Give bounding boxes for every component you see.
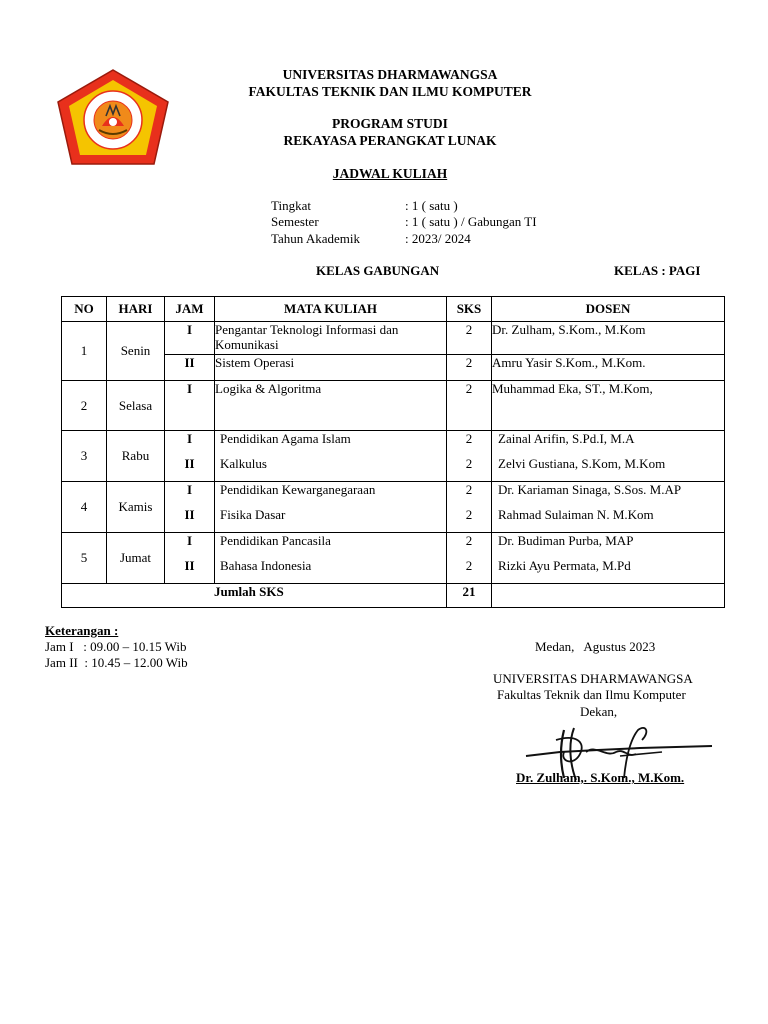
- cell-dosen: [492, 482, 725, 533]
- cell-sks: [447, 533, 492, 584]
- jam-line: I: [186, 533, 193, 548]
- cell-mata-kuliah: [215, 533, 447, 584]
- cell-mata-kuliah: Pengantar Teknologi Informasi dan Komunikasi: [215, 322, 447, 355]
- program-label: PROGRAM STUDI: [332, 116, 448, 131]
- mata-kuliah-line: Pendidikan Agama Islam: [220, 431, 351, 446]
- document-title-text: JADWAL KULIAH: [332, 166, 448, 181]
- mata-kuliah-line: Fisika Dasar: [220, 507, 286, 522]
- sks-line: 2: [465, 558, 473, 573]
- mata-kuliah-line: Bahasa Indonesia: [220, 558, 312, 573]
- cell-no: 4: [62, 482, 107, 533]
- keterangan-jam-2: Jam II : 10.45 – 12.00 Wib: [45, 655, 188, 670]
- dean-name: Dr. Zulham,. S.Kom., M.Kom.: [516, 770, 685, 785]
- sks-line: 2: [465, 533, 473, 548]
- dosen-line: Rahmad Sulaiman N. M.Kom: [498, 507, 654, 522]
- cell-hari: Rabu: [107, 431, 165, 482]
- keterangan-title: Keterangan :: [45, 623, 119, 638]
- program-name: REKAYASA PERANGKAT LUNAK: [283, 133, 497, 148]
- cell-mata-kuliah: Logika & Algoritma: [215, 381, 447, 431]
- cell-sks: 2: [447, 355, 492, 381]
- jam-line: I: [186, 431, 193, 446]
- cell-jam: I: [165, 381, 215, 431]
- cell-jam: [165, 431, 215, 482]
- table-header-row: [62, 297, 725, 322]
- header-dosen: DOSEN: [492, 297, 725, 322]
- dosen-line: Zelvi Gustiana, S.Kom, M.Kom: [498, 456, 666, 471]
- cell-sks: [447, 431, 492, 482]
- dosen-line: Zainal Arifin, S.Pd.I, M.A: [498, 431, 635, 446]
- dosen-line: Dr. Budiman Purba, MAP: [498, 533, 634, 548]
- cell-no: 5: [62, 533, 107, 584]
- header-no: NO: [62, 297, 107, 322]
- signature-faculty: Fakultas Teknik dan Ilmu Komputer: [497, 687, 686, 702]
- table-row: [62, 482, 725, 533]
- table-row: [62, 431, 725, 482]
- info-value-tahun-akademik: : 2023/ 2024: [405, 231, 471, 246]
- jam-line: II: [184, 558, 195, 573]
- header-jam: JAM: [165, 297, 215, 322]
- table-row: [62, 381, 725, 431]
- sks-line: 2: [465, 507, 473, 522]
- header-mata-kuliah: MATA KULIAH: [215, 297, 447, 322]
- cell-no: 2: [62, 381, 107, 431]
- info-label-semester: Semester: [271, 214, 319, 229]
- dosen-line: Dr. Kariaman Sinaga, S.Sos. M.AP: [498, 482, 682, 497]
- cell-hari: Selasa: [107, 381, 165, 431]
- jam-line: II: [184, 507, 195, 522]
- info-value-semester: : 1 ( satu ) / Gabungan TI: [405, 214, 537, 229]
- cell-mata-kuliah: Sistem Operasi: [215, 355, 447, 381]
- class-type: KELAS GABUNGAN: [316, 263, 440, 278]
- cell-hari: Kamis: [107, 482, 165, 533]
- schedule-table: [61, 296, 725, 608]
- info-label-tahun-akademik: Tahun Akademik: [271, 231, 360, 246]
- keterangan-jam-1: Jam I : 09.00 – 10.15 Wib: [45, 639, 187, 654]
- jam-line: I: [186, 482, 193, 497]
- cell-sks: [447, 482, 492, 533]
- total-row: [62, 584, 725, 608]
- table-row: [62, 533, 725, 584]
- place-date: Medan, Agustus 2023: [535, 639, 656, 654]
- cell-dosen: Muhammad Eka, ST., M.Kom,: [492, 381, 725, 431]
- cell-dosen: [492, 533, 725, 584]
- cell-jam: [165, 533, 215, 584]
- jam-line: II: [184, 456, 195, 471]
- cell-sks: 2: [447, 381, 492, 431]
- total-empty-cell: [492, 584, 725, 608]
- cell-jam: II: [165, 355, 215, 381]
- document-title: [0, 166, 768, 182]
- cell-mata-kuliah: [215, 431, 447, 482]
- sks-line: 2: [465, 456, 473, 471]
- cell-hari: Jumat: [107, 533, 165, 584]
- cell-sks: 2: [447, 322, 492, 355]
- university-name: UNIVERSITAS DHARMAWANGSA: [282, 67, 498, 82]
- cell-jam: I: [165, 322, 215, 355]
- total-label: Jumlah SKS: [62, 584, 447, 608]
- cell-dosen: [492, 431, 725, 482]
- mata-kuliah-line: Pendidikan Kewarganegaraan: [220, 482, 376, 497]
- signature-position: Dekan,: [580, 704, 618, 719]
- sks-line: 2: [465, 482, 473, 497]
- dosen-line: Rizki Ayu Permata, M.Pd: [498, 558, 631, 573]
- header-sks: SKS: [447, 297, 492, 322]
- cell-mata-kuliah: [215, 482, 447, 533]
- cell-dosen: Dr. Zulham, S.Kom., M.Kom: [492, 322, 725, 355]
- header-hari: HARI: [107, 297, 165, 322]
- signature-institution: UNIVERSITAS DHARMAWANGSA: [493, 671, 693, 686]
- sks-line: 2: [465, 431, 473, 446]
- faculty-name: FAKULTAS TEKNIK DAN ILMU KOMPUTER: [248, 84, 532, 99]
- cell-no: 1: [62, 322, 107, 381]
- mata-kuliah-line: Kalkulus: [220, 456, 267, 471]
- cell-jam: [165, 482, 215, 533]
- mata-kuliah-line: Pendidikan Pancasila: [220, 533, 331, 548]
- table-row: [62, 322, 725, 355]
- total-sks: 21: [447, 584, 492, 608]
- cell-dosen: Amru Yasir S.Kom., M.Kom.: [492, 355, 725, 381]
- class-time: KELAS : PAGI: [614, 263, 701, 278]
- cell-no: 3: [62, 431, 107, 482]
- info-label-tingkat: Tingkat: [271, 198, 311, 213]
- info-value-tingkat: : 1 ( satu ): [405, 198, 458, 213]
- cell-hari: Senin: [107, 322, 165, 381]
